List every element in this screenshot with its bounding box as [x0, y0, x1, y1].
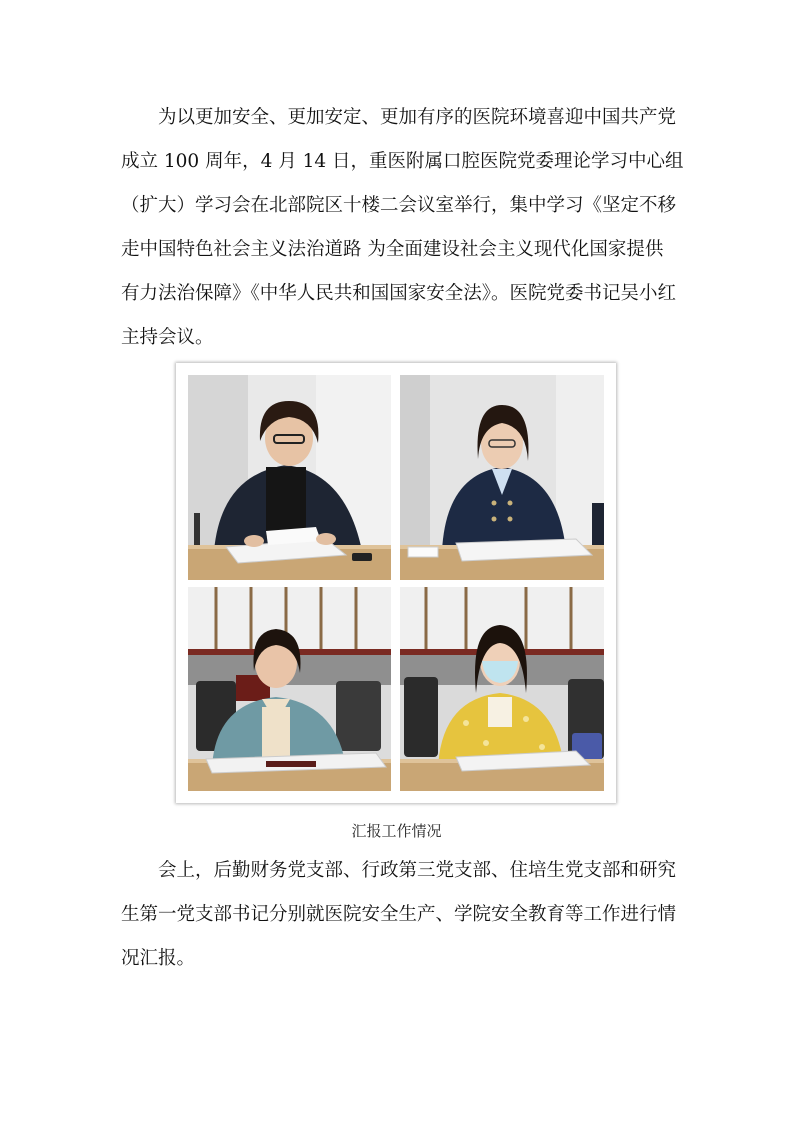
photo-collage-graphic: [176, 363, 616, 803]
intro-line-4: 走中国特色社会主义法治道路 为全面建设社会主义现代化国家提供: [121, 239, 664, 260]
intro-line-3: （扩大）学习会在北部院区十楼二会议室举行，集中学习《坚定不移: [121, 195, 677, 216]
report-line-1: 会上，后勤财务党支部、行政第三党支部、住培生党支部和研究: [158, 860, 677, 881]
report-line-2: 生第一党支部书记分别就医院安全生产、学院安全教育等工作进行情: [121, 904, 677, 925]
intro-line-6: 主持会议。: [121, 327, 214, 348]
photo-top-right: [400, 375, 604, 580]
photo-caption: 汇报工作情况: [351, 822, 442, 840]
intro-line-2: 成立 100 周年，4 月 14 日，重医附属口腔医院党委理论学习中心组: [121, 151, 684, 172]
intro-paragraph: [121, 96, 684, 360]
photo-bottom-left: [188, 587, 391, 791]
photo-collage: [176, 363, 616, 803]
report-paragraph: [121, 849, 681, 981]
report-line-3: 况汇报。: [121, 948, 196, 969]
intro-line-1: 为以更加安全、更加安定、更加有序的医院环境喜迎中国共产党: [158, 107, 677, 128]
intro-line-5: 有力法治保障》《中华人民共和国国家安全法》。医院党委书记吴小红: [121, 283, 677, 304]
photo-top-left: [188, 375, 391, 580]
photo-bottom-right: [400, 587, 604, 791]
